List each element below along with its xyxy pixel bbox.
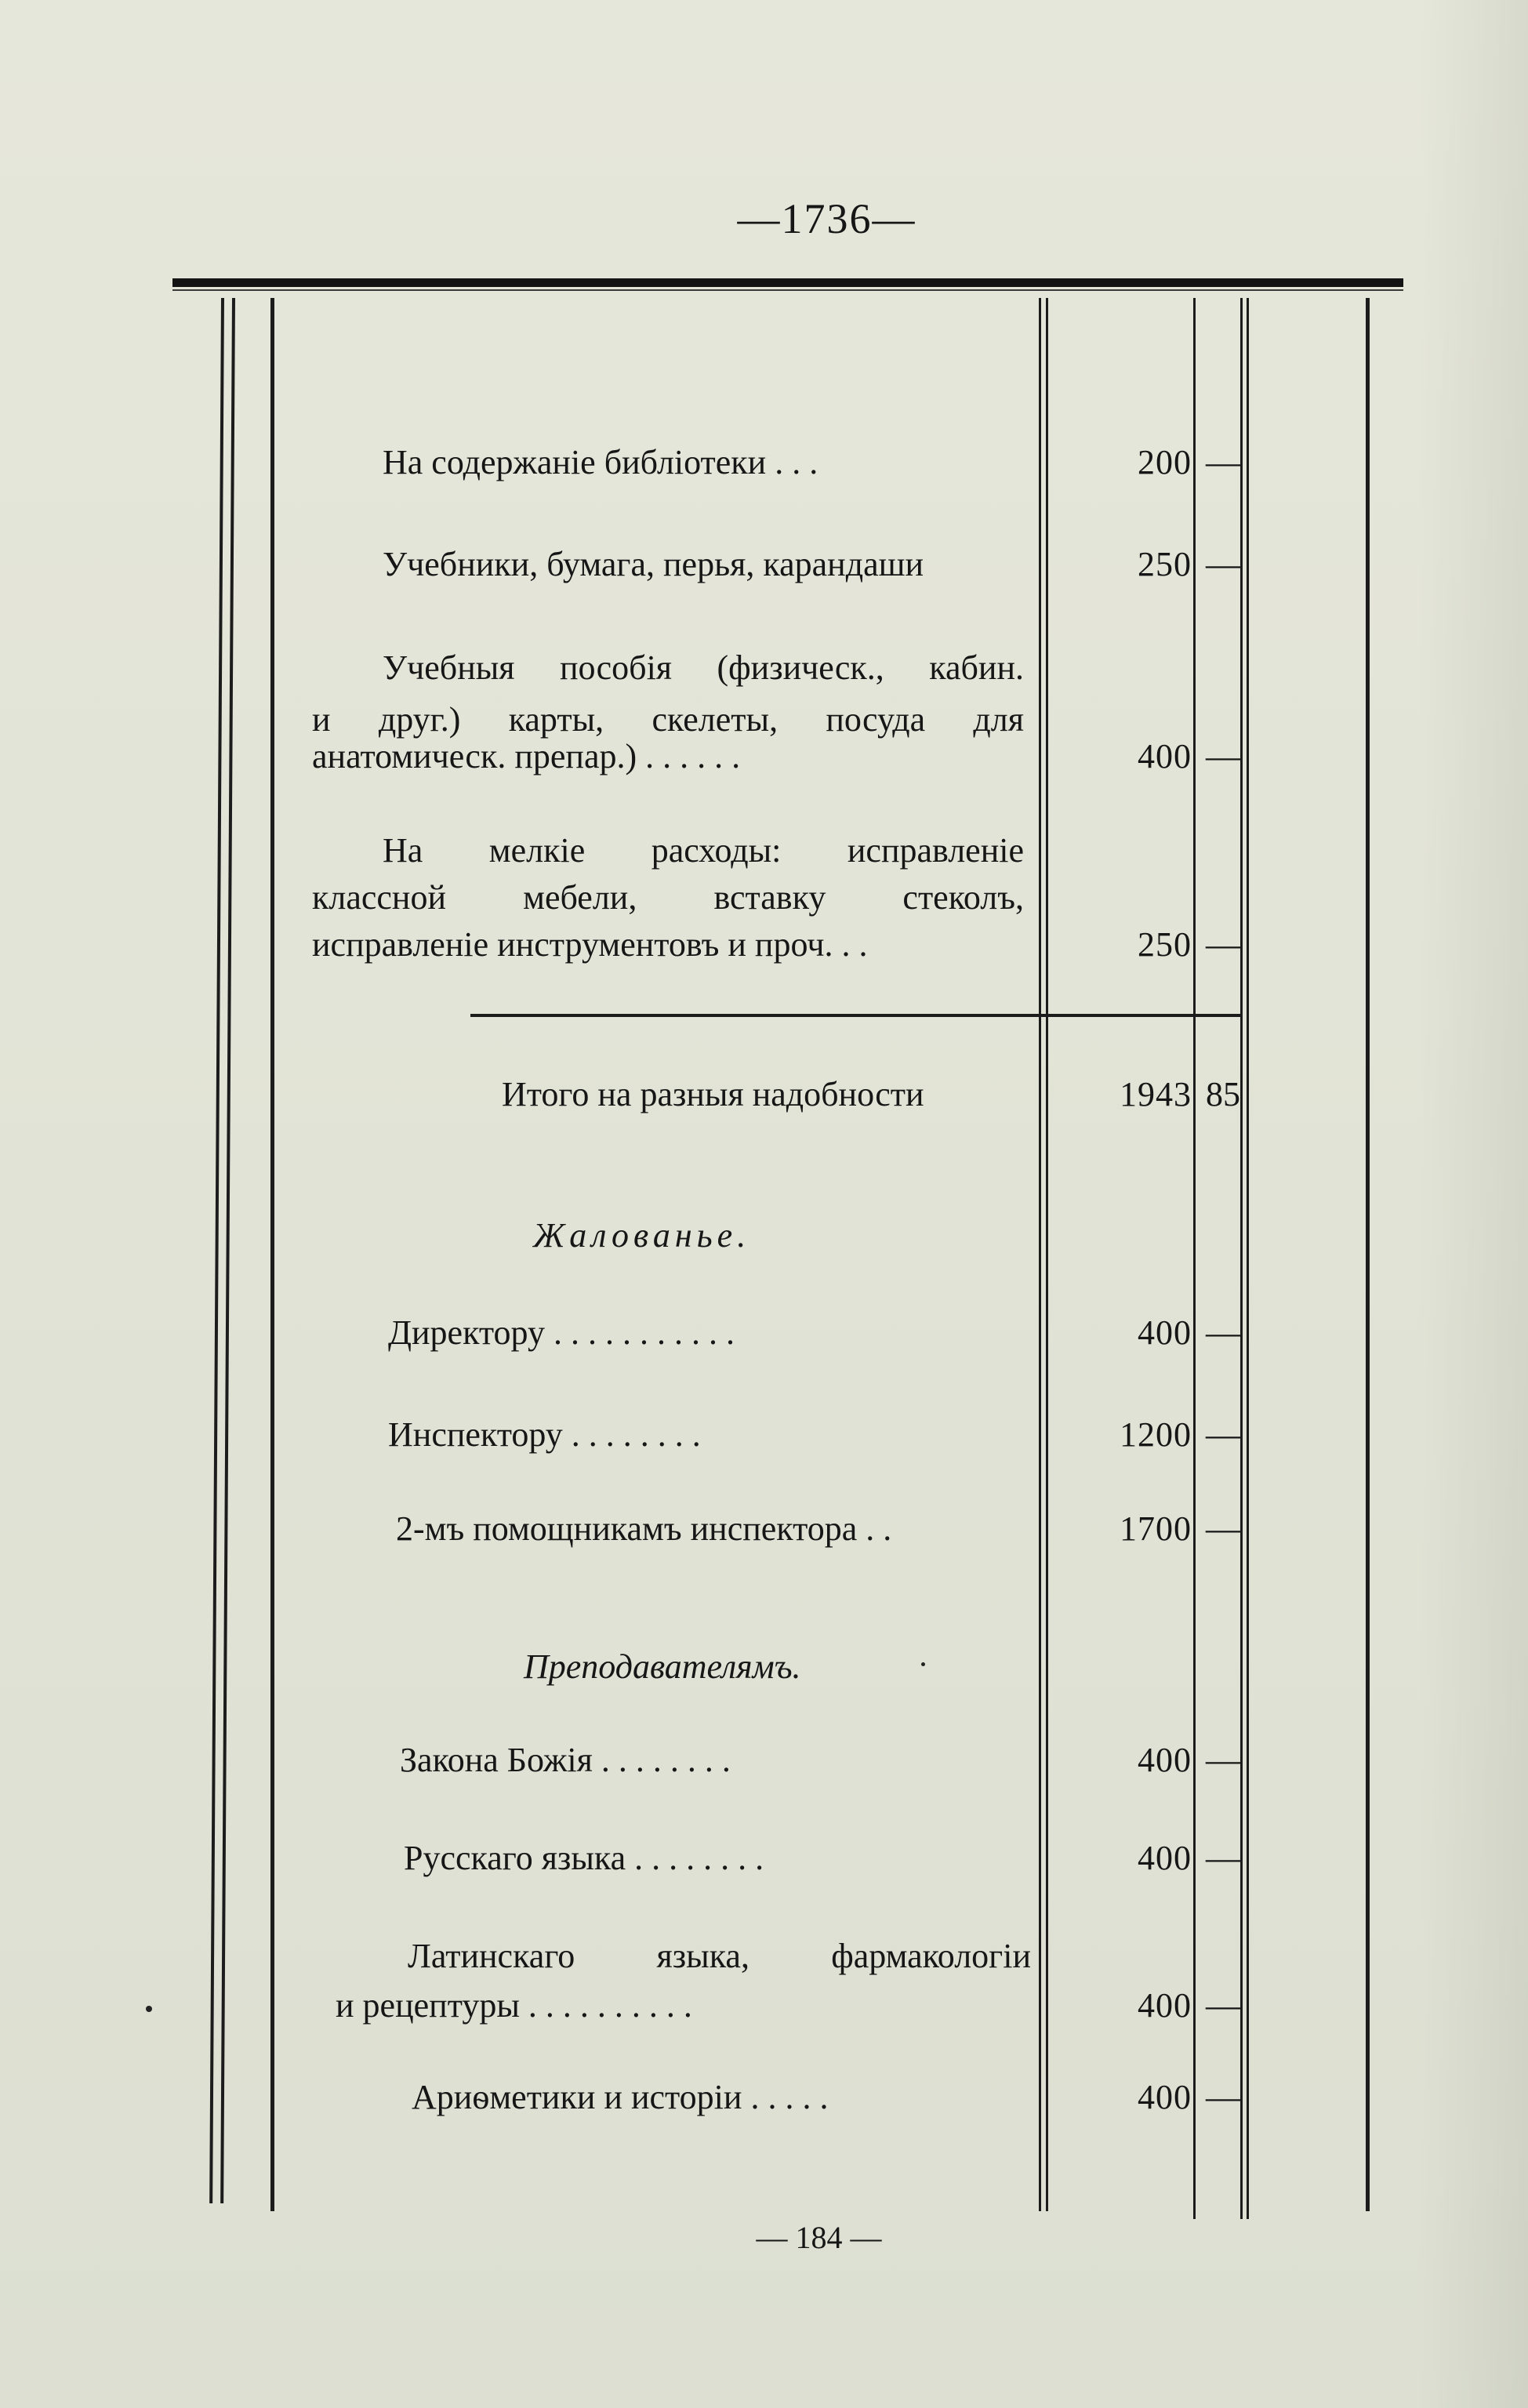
page-header xyxy=(0,194,1528,243)
entry-rub: 250 xyxy=(1138,925,1192,964)
column-rule-rub-left xyxy=(1039,298,1041,2211)
entry-line-3: исправленiе инструментовъ и проч. . . xyxy=(312,925,868,964)
entry-kop: — xyxy=(1206,925,1240,964)
top-rule-thin xyxy=(172,289,1403,291)
teacher-kop: — xyxy=(1206,1986,1240,2025)
salary-kop: — xyxy=(1206,1313,1240,1352)
teacher-kop: — xyxy=(1206,1741,1240,1779)
entry-line-1: Учебныя пособiя (физическ., кабин. xyxy=(383,648,1024,687)
total-rule xyxy=(470,1014,1243,1017)
salary-label: Инспектору . . . . . . . . xyxy=(388,1415,701,1454)
entry-rub: 200 xyxy=(1138,443,1192,481)
page-footer xyxy=(0,2219,1528,2256)
entry-label: На содержанiе библiотеки . . . xyxy=(383,443,818,481)
salary-kop: — xyxy=(1206,1509,1240,1548)
entry-kop: — xyxy=(1206,545,1240,583)
teacher-rub: 400 xyxy=(1138,1839,1192,1877)
entry-line-2: и друг.) карты, скелеты, посуда для xyxy=(312,700,1024,739)
teacher-rub: 400 xyxy=(1138,1986,1192,2025)
entry-kop: — xyxy=(1206,443,1240,481)
entry-kop: — xyxy=(1206,737,1240,775)
teacher-kop: — xyxy=(1206,1839,1240,1877)
salary-heading: Жалованье. xyxy=(533,1216,751,1255)
salary-label: 2-мъ помощникамъ инспектора . . xyxy=(396,1509,892,1548)
page-edge-shadow xyxy=(1418,0,1528,2408)
ink-speck xyxy=(146,2006,152,2012)
column-rule-left-text xyxy=(270,298,274,2211)
salary-label: Директору . . . . . . . . . . . xyxy=(388,1313,735,1352)
top-rule-thick xyxy=(172,278,1403,287)
entry-line-2: классной мебели, вставку стеколъ, xyxy=(312,878,1024,917)
entry-line-1: На мелкiе расходы: исправленiе xyxy=(383,831,1024,870)
total-rub: 1943 xyxy=(1120,1075,1192,1113)
teacher-kop: — xyxy=(1206,2078,1240,2116)
entry-label: Учебники, бумага, перья, карандаши xyxy=(383,545,924,583)
salary-kop: — xyxy=(1206,1415,1240,1454)
salary-rub: 1700 xyxy=(1120,1509,1192,1548)
salary-rub: 1200 xyxy=(1120,1415,1192,1454)
teacher-line-1: Латинскаго языка, фармакологiи xyxy=(408,1937,1031,1975)
teachers-heading: Преподавателямъ. xyxy=(524,1647,801,1686)
teacher-label: Русскаго языка . . . . . . . . xyxy=(404,1839,764,1877)
teacher-label: Закона Божiя . . . . . . . . xyxy=(400,1741,731,1779)
column-rule-right-outer xyxy=(1366,298,1370,2211)
page-number-top: —1736— xyxy=(737,195,916,242)
page-number-bottom: — 184 — xyxy=(756,2220,882,2255)
teacher-rub: 400 xyxy=(1138,1741,1192,1779)
entry-rub: 400 xyxy=(1138,737,1192,775)
salary-rub: 400 xyxy=(1138,1313,1192,1352)
total-kop: 85 xyxy=(1206,1075,1240,1113)
entry-line-3: анатомическ. препар.) . . . . . . xyxy=(312,737,741,775)
entry-rub: 250 xyxy=(1138,545,1192,583)
teacher-line-2: и рецептуры . . . . . . . . . . xyxy=(336,1986,692,2025)
column-rule-rub-right xyxy=(1193,298,1196,2219)
teacher-rub: 400 xyxy=(1138,2078,1192,2116)
teacher-label: Ариѳметики и исторiи . . . . . xyxy=(412,2078,829,2116)
ink-speck xyxy=(921,1662,925,1666)
total-label: Итого на разныя надобности xyxy=(502,1075,924,1113)
